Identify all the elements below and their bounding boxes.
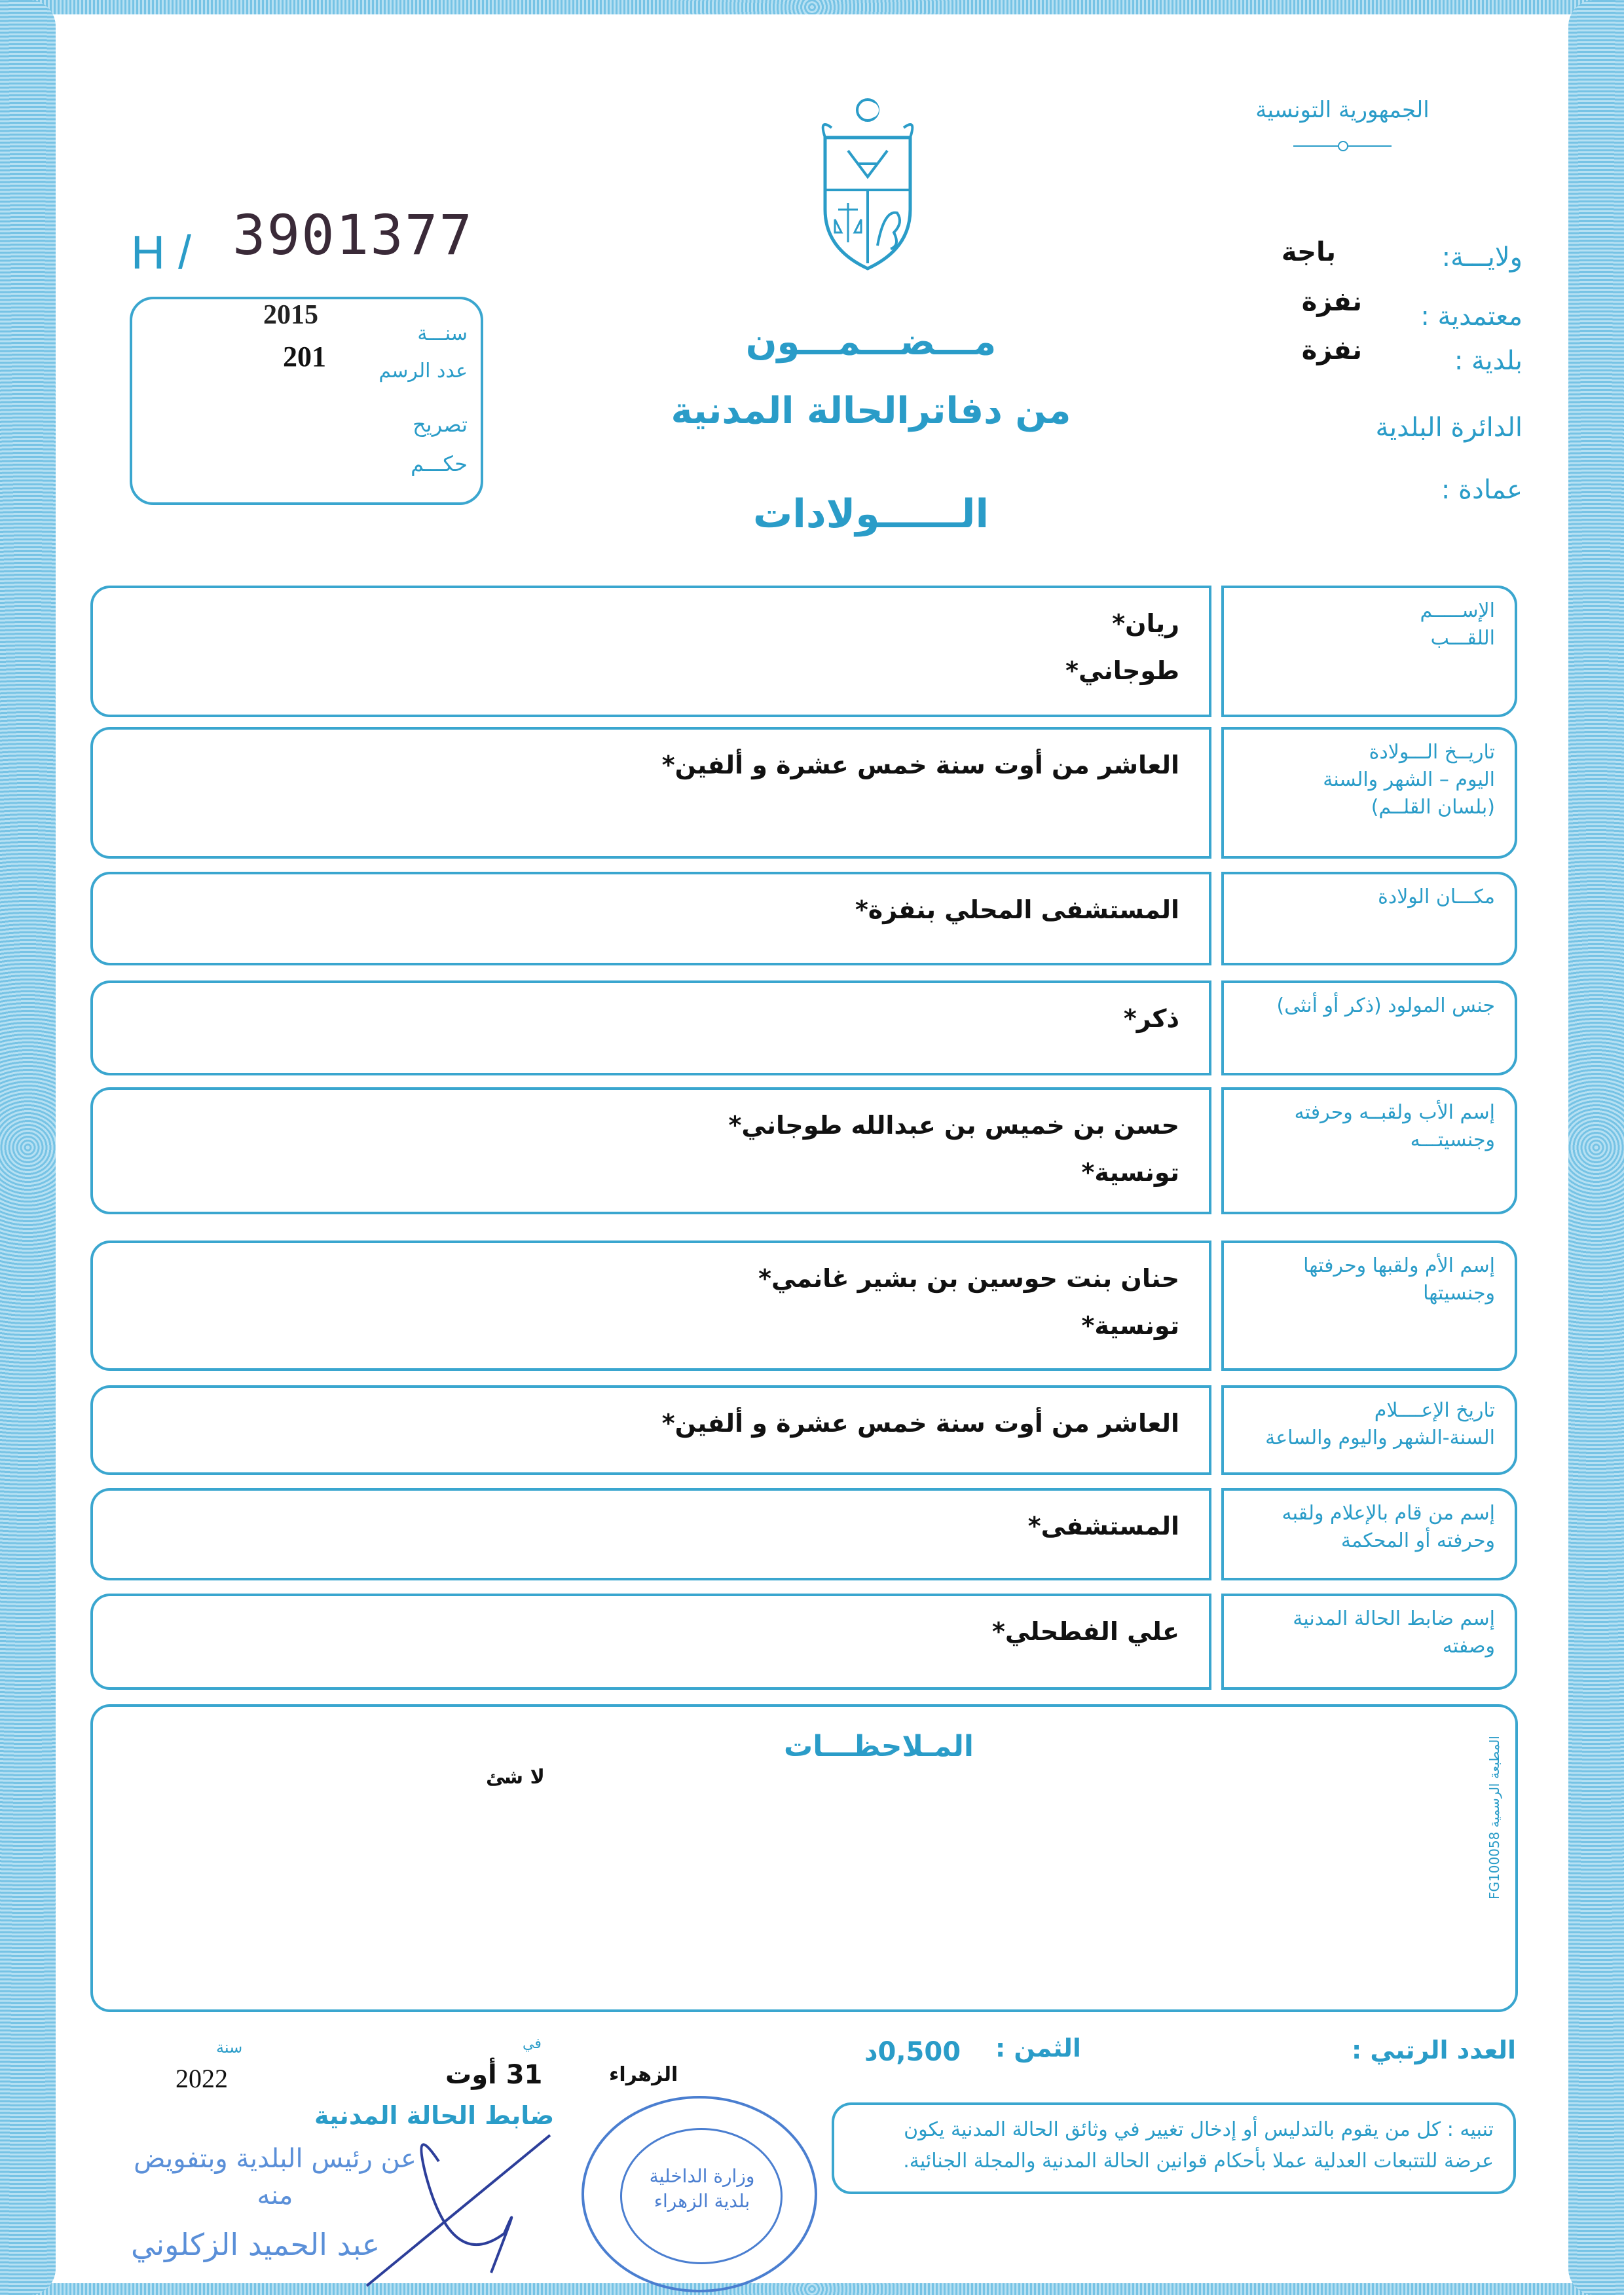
sex-label-box [1221,980,1517,1075]
date-in-label: في [523,2036,542,2052]
sex-label-1: جنس المولود (ذكر أو أنثى) [1276,994,1495,1017]
civil-officer-label-box [1221,1594,1517,1690]
price-label: الثمن : [995,2034,1081,2062]
birth-date-value-box [90,727,1211,859]
birth-date-label-box [1221,727,1517,859]
official-seal [581,2096,817,2292]
declarant-label-2: وحرفته أو المحكمة [1340,1529,1495,1552]
birth-date-label-1: تاريــخ الـــولادة [1369,741,1495,764]
tunisia-coat-of-arms-icon [812,92,923,275]
serial-order-label: العدد الرتبي : [1351,2036,1516,2064]
record-judgment-label: حكـــم [411,451,468,476]
declarant-value-box [90,1488,1211,1580]
birth-place-label-1: مكـــان الولادة [1378,886,1495,908]
record-year-label: سنـــة [417,322,468,345]
birth-place-value-1: المستشفى المحلي بنفزة* [855,895,1179,924]
delegation-value: نفزة [1301,287,1362,317]
name-surname-value-1: ريان* [1112,609,1179,638]
birth-place-value-box [90,872,1211,965]
price-value: 0,500د [864,2037,961,2067]
name-surname-value-2: طوجاني* [1065,656,1179,686]
record-number-value: 201 [283,341,326,373]
warning-box [832,2102,1516,2194]
declarant-label-1: إسم من قام بالإعلام ولقبه [1282,1502,1495,1525]
father-value-box [90,1087,1211,1214]
serial-prefix: H / [131,227,192,279]
guilloche-border-right [1568,0,1624,2295]
printer-mark: المطبعة الرسمية FG100058 [1486,1736,1502,1899]
mother-label-box [1221,1241,1517,1371]
record-correction-label: تصريح [413,412,468,437]
guilloche-border-left [0,0,56,2295]
title-births: الــــــولادات [752,491,989,537]
record-year-value: 2015 [263,300,318,330]
name-surname-value-box [90,586,1211,717]
declaration-date-value-1: العاشر من أوت سنة خمس عشرة و ألفين* [661,1409,1179,1438]
civil-officer-label-1: إسم ضابط الحالة المدنية [1293,1607,1495,1630]
remarks-title: المـلاحظـــات [784,1730,974,1763]
declaration-date-value-box [90,1385,1211,1475]
declaration-date-label-1: تاريخ الإعــــلام [1374,1399,1495,1422]
record-box [130,297,483,505]
name-surname-label-box [1221,586,1517,717]
father-value-2: تونسية* [1081,1158,1179,1187]
mother-label-2: وجنسيتها [1423,1282,1495,1305]
date-year-value: 2022 [175,2064,228,2093]
date-year-label: سنة [216,2038,243,2057]
declarant-value-1: المستشفى* [1027,1512,1179,1540]
place-value: الزهراء [609,2063,678,2086]
title-registers: من دفاترالحالة المدنية [671,390,1071,432]
republic-label: الجمهورية التونسية [1255,97,1430,123]
governorate-value: باجة [1281,237,1336,267]
father-value-1: حسن بن خميس بن عبدالله طوجاني* [728,1111,1179,1140]
serial-number: 3901377 [232,203,474,267]
mother-value-box [90,1241,1211,1371]
sex-value-1: ذكر* [1123,1004,1179,1033]
sector-label: عمادة : [1441,475,1522,505]
birth-date-label-2: اليوم – الشهر والسنة [1323,768,1495,791]
mother-value-2: تونسية* [1081,1311,1179,1341]
name-surname-label-2: اللقـــب [1430,627,1495,650]
record-number-label: عدد الرسم [378,360,468,382]
guilloche-border-top [0,0,1624,14]
delegation-stamp: عن رئيس البلدية وبتفويض منه [134,2144,416,2211]
municipality-value: نفزة [1301,335,1362,365]
date-day-month: 31 أوت [445,2060,543,2090]
municipality-label: بلدية : [1454,346,1522,376]
sex-value-box [90,980,1211,1075]
civil-officer-label-2: وصفته [1442,1635,1495,1658]
guilloche-border-bottom [0,2283,1624,2295]
remarks-box [90,1704,1518,2012]
civil-officer-value-1: علي الفطحلي* [991,1617,1179,1646]
officer-title: ضابط الحالة المدنية [314,2101,555,2130]
birth-place-label-box [1221,872,1517,965]
mother-label-1: إسم الأم ولقبها وحرفتها [1303,1254,1495,1277]
district-label: الدائرة البلدية [1375,413,1522,443]
title-summary: مـــضـــمـــون [745,321,997,364]
mother-value-1: حنان بنت حوسين بن بشير غانمي* [758,1264,1179,1293]
birth-date-label-3: (بلسان القلــم) [1371,796,1495,819]
signature [360,2122,570,2295]
name-surname-label-1: الإســـــم [1420,599,1495,622]
remarks-value: لا شئ [486,1766,545,1789]
father-label-1: إسم الأب ولقبــه وحرفته [1294,1101,1495,1124]
father-label-box [1221,1087,1517,1214]
declaration-date-label-2: السنة-الشهر واليوم والساعة [1265,1427,1495,1449]
civil-officer-value-box [90,1594,1211,1690]
birth-date-value-1: العاشر من أوت سنة خمس عشرة و ألفين* [661,751,1179,779]
declarant-label-box [1221,1488,1517,1580]
father-label-2: وجنسيتـــه [1410,1129,1495,1151]
declaration-date-label-box [1221,1385,1517,1475]
divider-dot [1338,141,1348,151]
delegation-label: معتمدية : [1420,301,1522,331]
seal-text: وزارة الداخلية بلدية الزهراء [649,2165,755,2212]
warning-text: تنبيه : كل من يقوم بالتدليس أو إدخال تغيير في وثائق الحالة المدنية يكون عرضة للتتبعات العدلية عملا بأحكام قوانين الحالة المدنية والمجلة الجنائية. [903,2118,1494,2173]
signer-name-stamp: عبد الحميد الزكلوني [131,2227,380,2262]
governorate-label: ولايـــة: [1441,242,1522,272]
